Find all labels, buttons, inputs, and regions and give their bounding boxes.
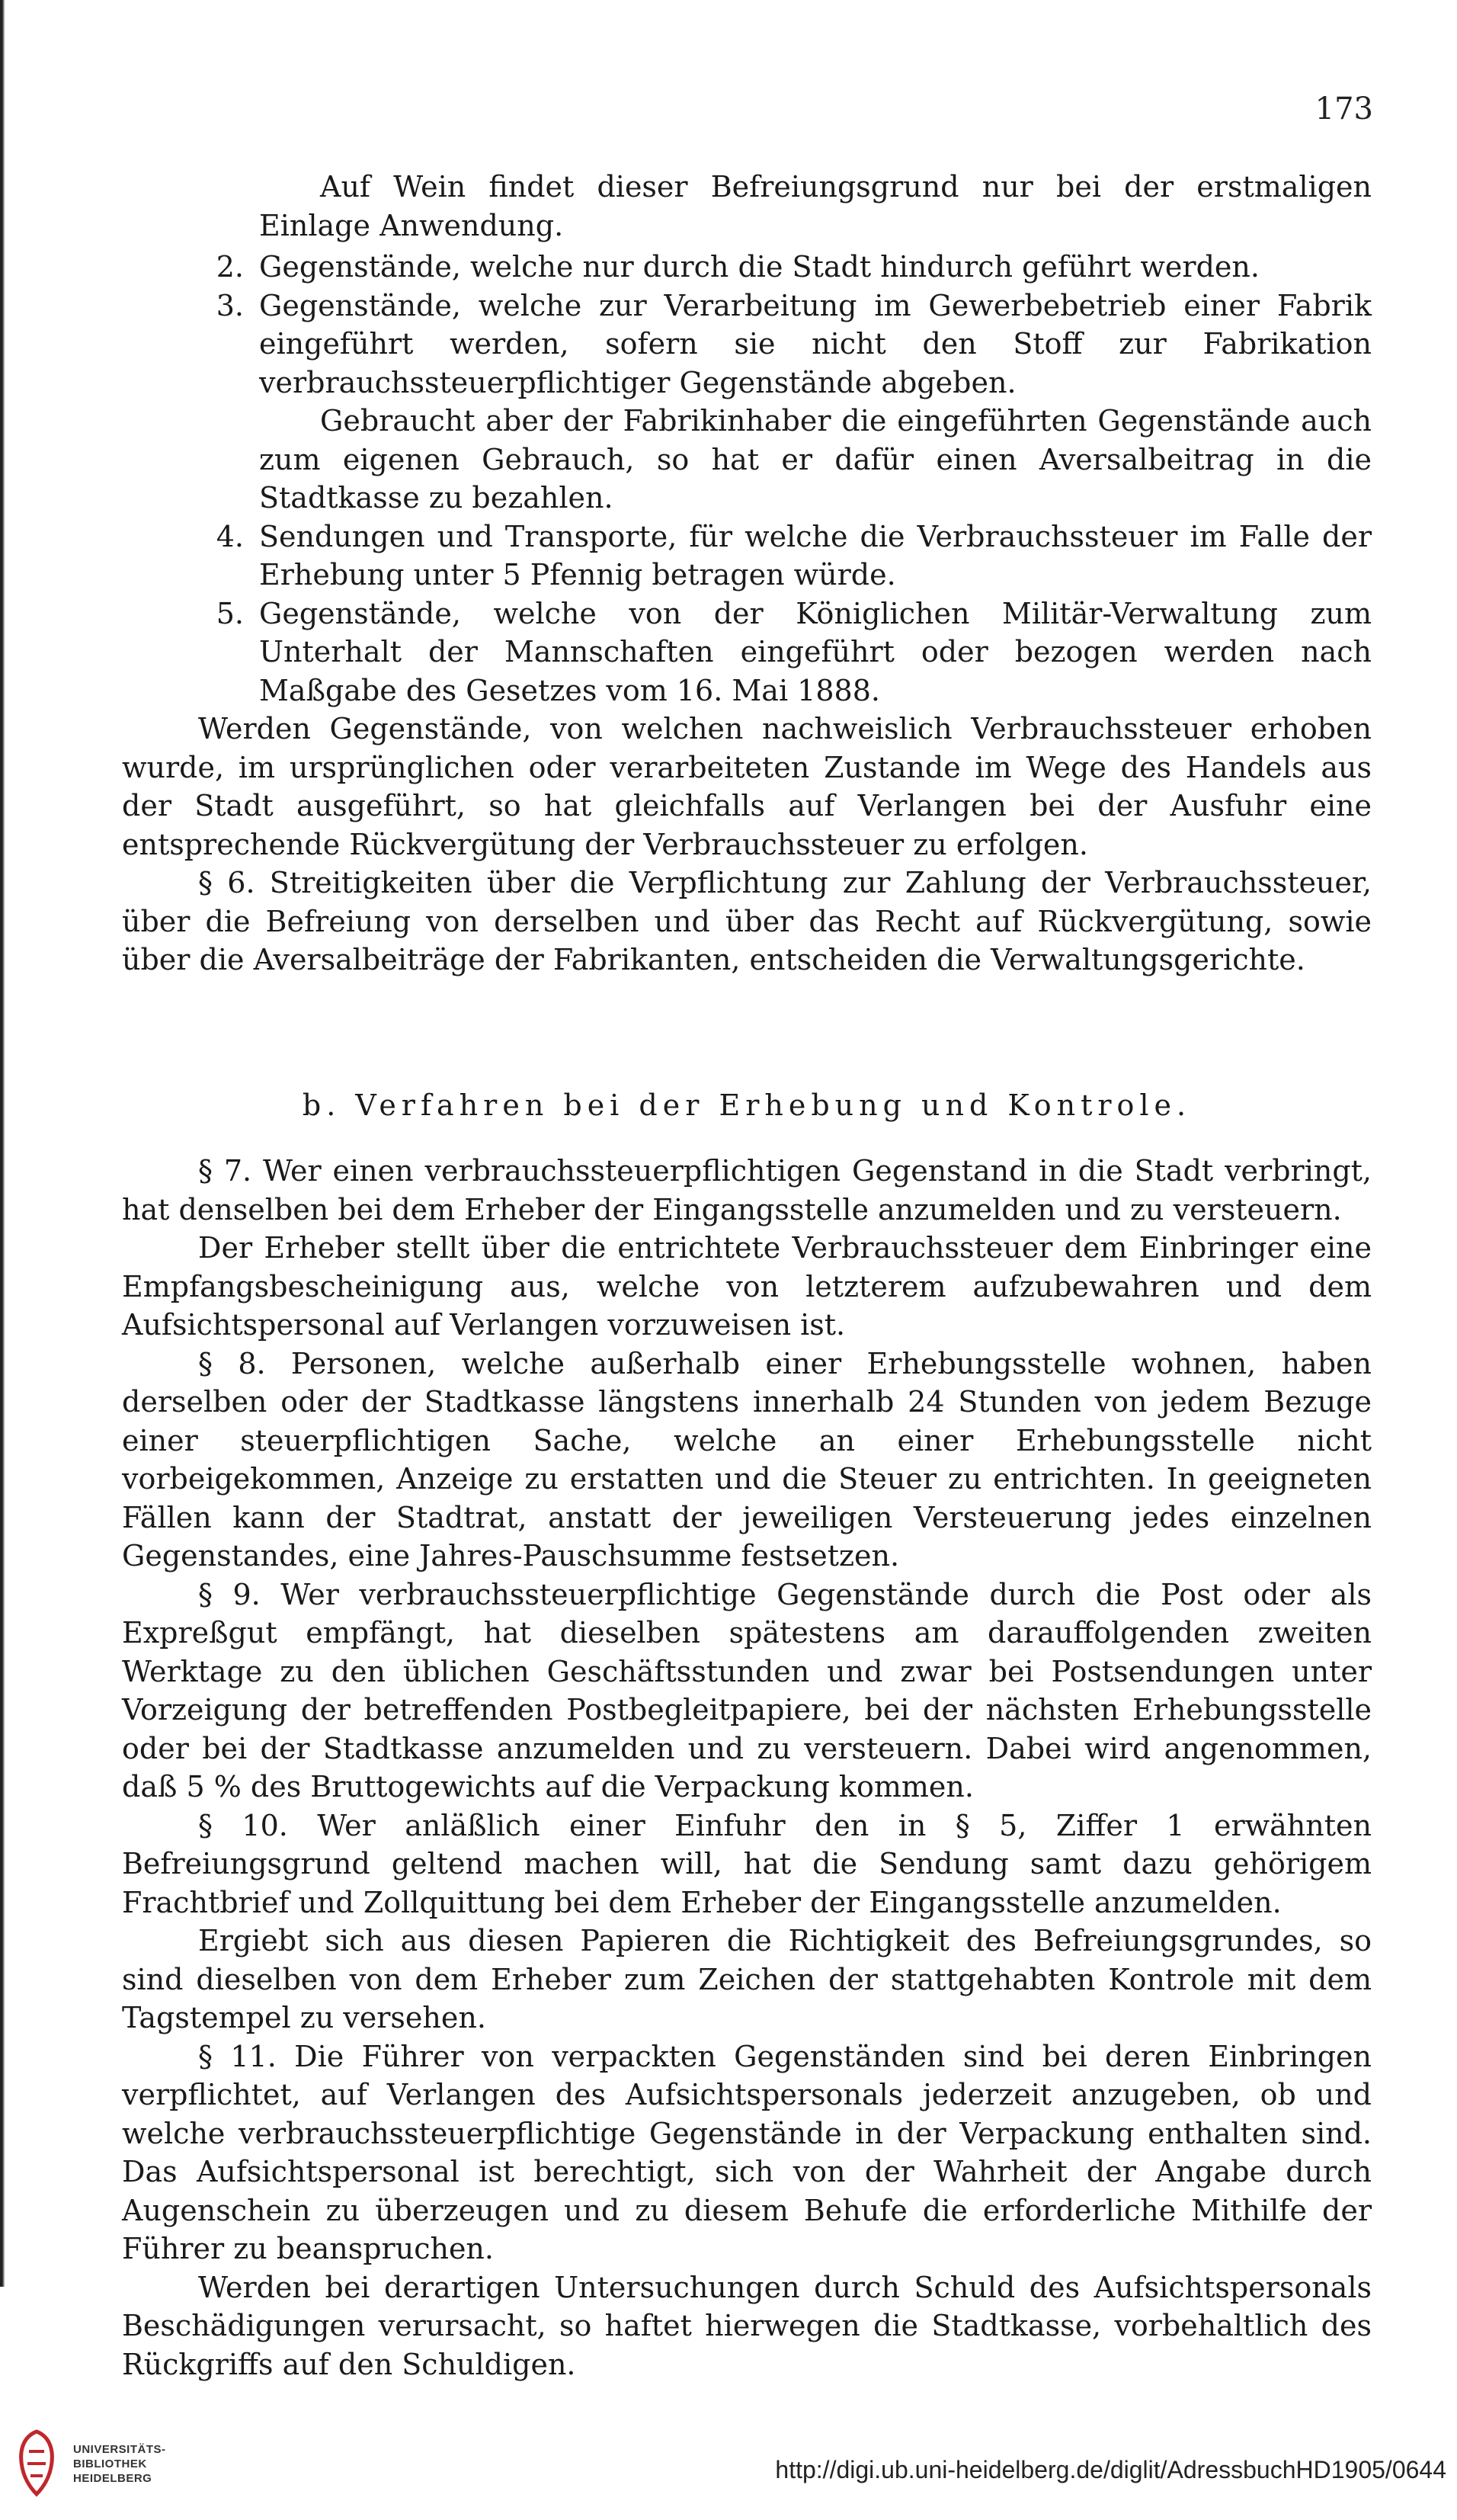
- paragraph-refund: Werden Gegenstände, von welchen nachweislich Verbrauchssteuer erhoben wurde, im ursprünglichen oder verarbeiteten Zustande im Wege des Handels aus der Stadt ausgeführt, so hat gleichfalls auf Verlangen bei der Ausfuhr eine entsprechende Rückvergütung der Verbrauchssteuer zu erfolgen.: [122, 712, 1372, 861]
- list-item: [206, 518, 1372, 595]
- list-item-text: Gegenstände, welche von der Königlichen Militär-Verwaltung zum Unterhalt der Mannschaften eingeführt oder bezogen werden nach Maßgabe des Gesetzes vom 16. Mai 1888.: [259, 596, 1372, 707]
- footer-bar: [0, 2406, 1457, 2520]
- list-item-number: 4.: [216, 519, 244, 553]
- list-item-number: 2.: [216, 250, 244, 284]
- library-name-line: HEIDELBERG: [73, 2472, 152, 2485]
- library-name-line: UNIVERSITÄTS-: [73, 2443, 166, 2456]
- list-item-text: Gegenstände, welche nur durch die Stadt hindurch geführt werden.: [259, 250, 1260, 284]
- paragraph-stamp: Ergiebt sich aus diesen Papieren die Richtigkeit des Befreiungsgrundes, so sind dieselben von dem Erheber zum Zeichen der stattgehabten Kontrole mit dem Tagstempel zu versehen.: [122, 1924, 1372, 2034]
- paragraph-section-8: § 8. Personen, welche außerhalb einer Erhebungsstelle wohnen, haben derselben oder der Stadtkasse längstens innerhalb 24 Stunden von jedem Bezuge einer steuerpflichtigen Sache, welche an einer Erhebungsstelle nicht vorbeigekommen, Anzeige zu erstatten und die Steuer zu entrichten. In geeigneten Fällen kann der Stadtrat, anstatt der jeweiligen Versteuerung jedes einzelnen Gegenstandes, eine Jahres-Pauschsumme festsetzen.: [122, 1346, 1372, 1573]
- list-item-text: Gegenstände, welche zur Verarbeitung im Gewerbebetrieb einer Fabrik eingeführt werden, sofern sie nicht den Stoff zur Fabrikation verbrauchssteuerpflichtiger Gegenstände abgeben.: [259, 288, 1372, 399]
- paragraph-section-7: § 7. Wer einen verbrauchssteuerpflichtigen Gegenstand in die Stadt verbringt, hat denselben bei dem Erheber der Eingangsstelle anzumelden und zu versteuern.: [122, 1154, 1372, 1226]
- paragraph-section-6: § 6. Streitigkeiten über die Verpflichtung zur Zahlung der Verbrauchssteuer, über die Befreiung von derselben und über das Recht auf Rückvergütung, sowie über die Aversalbeiträge der Fabrikanten, entscheiden die Verwaltungsgerichte.: [122, 866, 1372, 976]
- paragraph-section-9: § 9. Wer verbrauchssteuerpflichtige Gegenstände durch die Post oder als Expreßgut empfängt, hat dieselben spätestens am darauffolgenden zweiten Werktage zu den üblichen Geschäftsstunden und zwar bei Postsendungen unter Vorzeigung der betreffenden Postbegleitpapiere, bei der nächsten Erhebungsstelle oder bei der Stadtkasse anzumelden und zu versteuern. Dabei wird angenommen, daß 5 % des Bruttogewichts auf die Verpackung kommen.: [122, 1577, 1372, 1803]
- library-name: [73, 2442, 166, 2486]
- list-item: [206, 287, 1372, 402]
- library-name-line: BIBLIOTHEK: [73, 2457, 147, 2470]
- paragraph-receipt: Der Erheber stellt über die entrichtete Verbrauchssteuer dem Einbringer eine Empfangsbescheinigung aus, welche von letzterem aufzubewahren und dem Aufsichtspersonal auf Verlangen vorzuweisen ist.: [122, 1231, 1372, 1342]
- list-item-number: 3.: [216, 288, 244, 322]
- library-seal-icon: [14, 2429, 59, 2497]
- wine-note-paragraph: Auf Wein findet dieser Befreiungsgrund nur bei der erstmaligen Einlage Anwendung.: [259, 170, 1372, 242]
- document-body: [122, 168, 1372, 2384]
- paragraph-section-11: § 11. Die Führer von verpackten Gegenständen sind bei deren Einbringen verpflichtet, auf Verlangen des Aufsichtspersonals jederzeit anzugeben, ob und welche verbrauchssteuerpflichtige Gegenstände in der Verpackung enthalten sind. Das Aufsichtspersonal ist berechtigt, sich von der Wahrheit der Angabe durch Augenschein zu überzeugen und zu diesem Behufe die erforderliche Mithilfe der Führer zu beanspruchen.: [122, 2039, 1372, 2265]
- page-number: 173: [1315, 91, 1373, 127]
- list-item-number: 5.: [216, 596, 244, 630]
- list-item: [206, 248, 1372, 287]
- section-heading: b. Verfahren bei der Erhebung und Kontrole.: [302, 1088, 1192, 1122]
- list-item-text: Sendungen und Transporte, für welche die Verbrauchssteuer im Falle der Erhebung unter 5 Pfennig betragen würde.: [259, 519, 1372, 592]
- page-binding-edge: [0, 0, 5, 2287]
- list-item-continuation: Gebraucht aber der Fabrikinhaber die eingeführten Gegenstände auch zum eigenen Gebrauch, so hat er dafür einen Aversalbeitrag in die Stadtkasse zu bezahlen.: [259, 404, 1372, 515]
- paragraph-section-10: § 10. Wer anläßlich einer Einfuhr den in § 5, Ziffer 1 erwähnten Befreiungsgrund geltend machen will, hat die Sendung samt dazu gehörigem Frachtbrief und Zollquittung bei dem Erheber der Eingangsstelle anzumelden.: [122, 1808, 1372, 1919]
- list-item: [206, 595, 1372, 710]
- paragraph-liability: Werden bei derartigen Untersuchungen durch Schuld des Aufsichtspersonals Beschädigungen verursacht, so haftet hierwegen die Stadtkasse, vorbehaltlich des Rückgriffs auf den Schuldigen.: [122, 2270, 1372, 2381]
- source-url-link[interactable]: http://digi.ub.uni-heidelberg.de/diglit/AdressbuchHD1905/0644: [775, 2456, 1446, 2483]
